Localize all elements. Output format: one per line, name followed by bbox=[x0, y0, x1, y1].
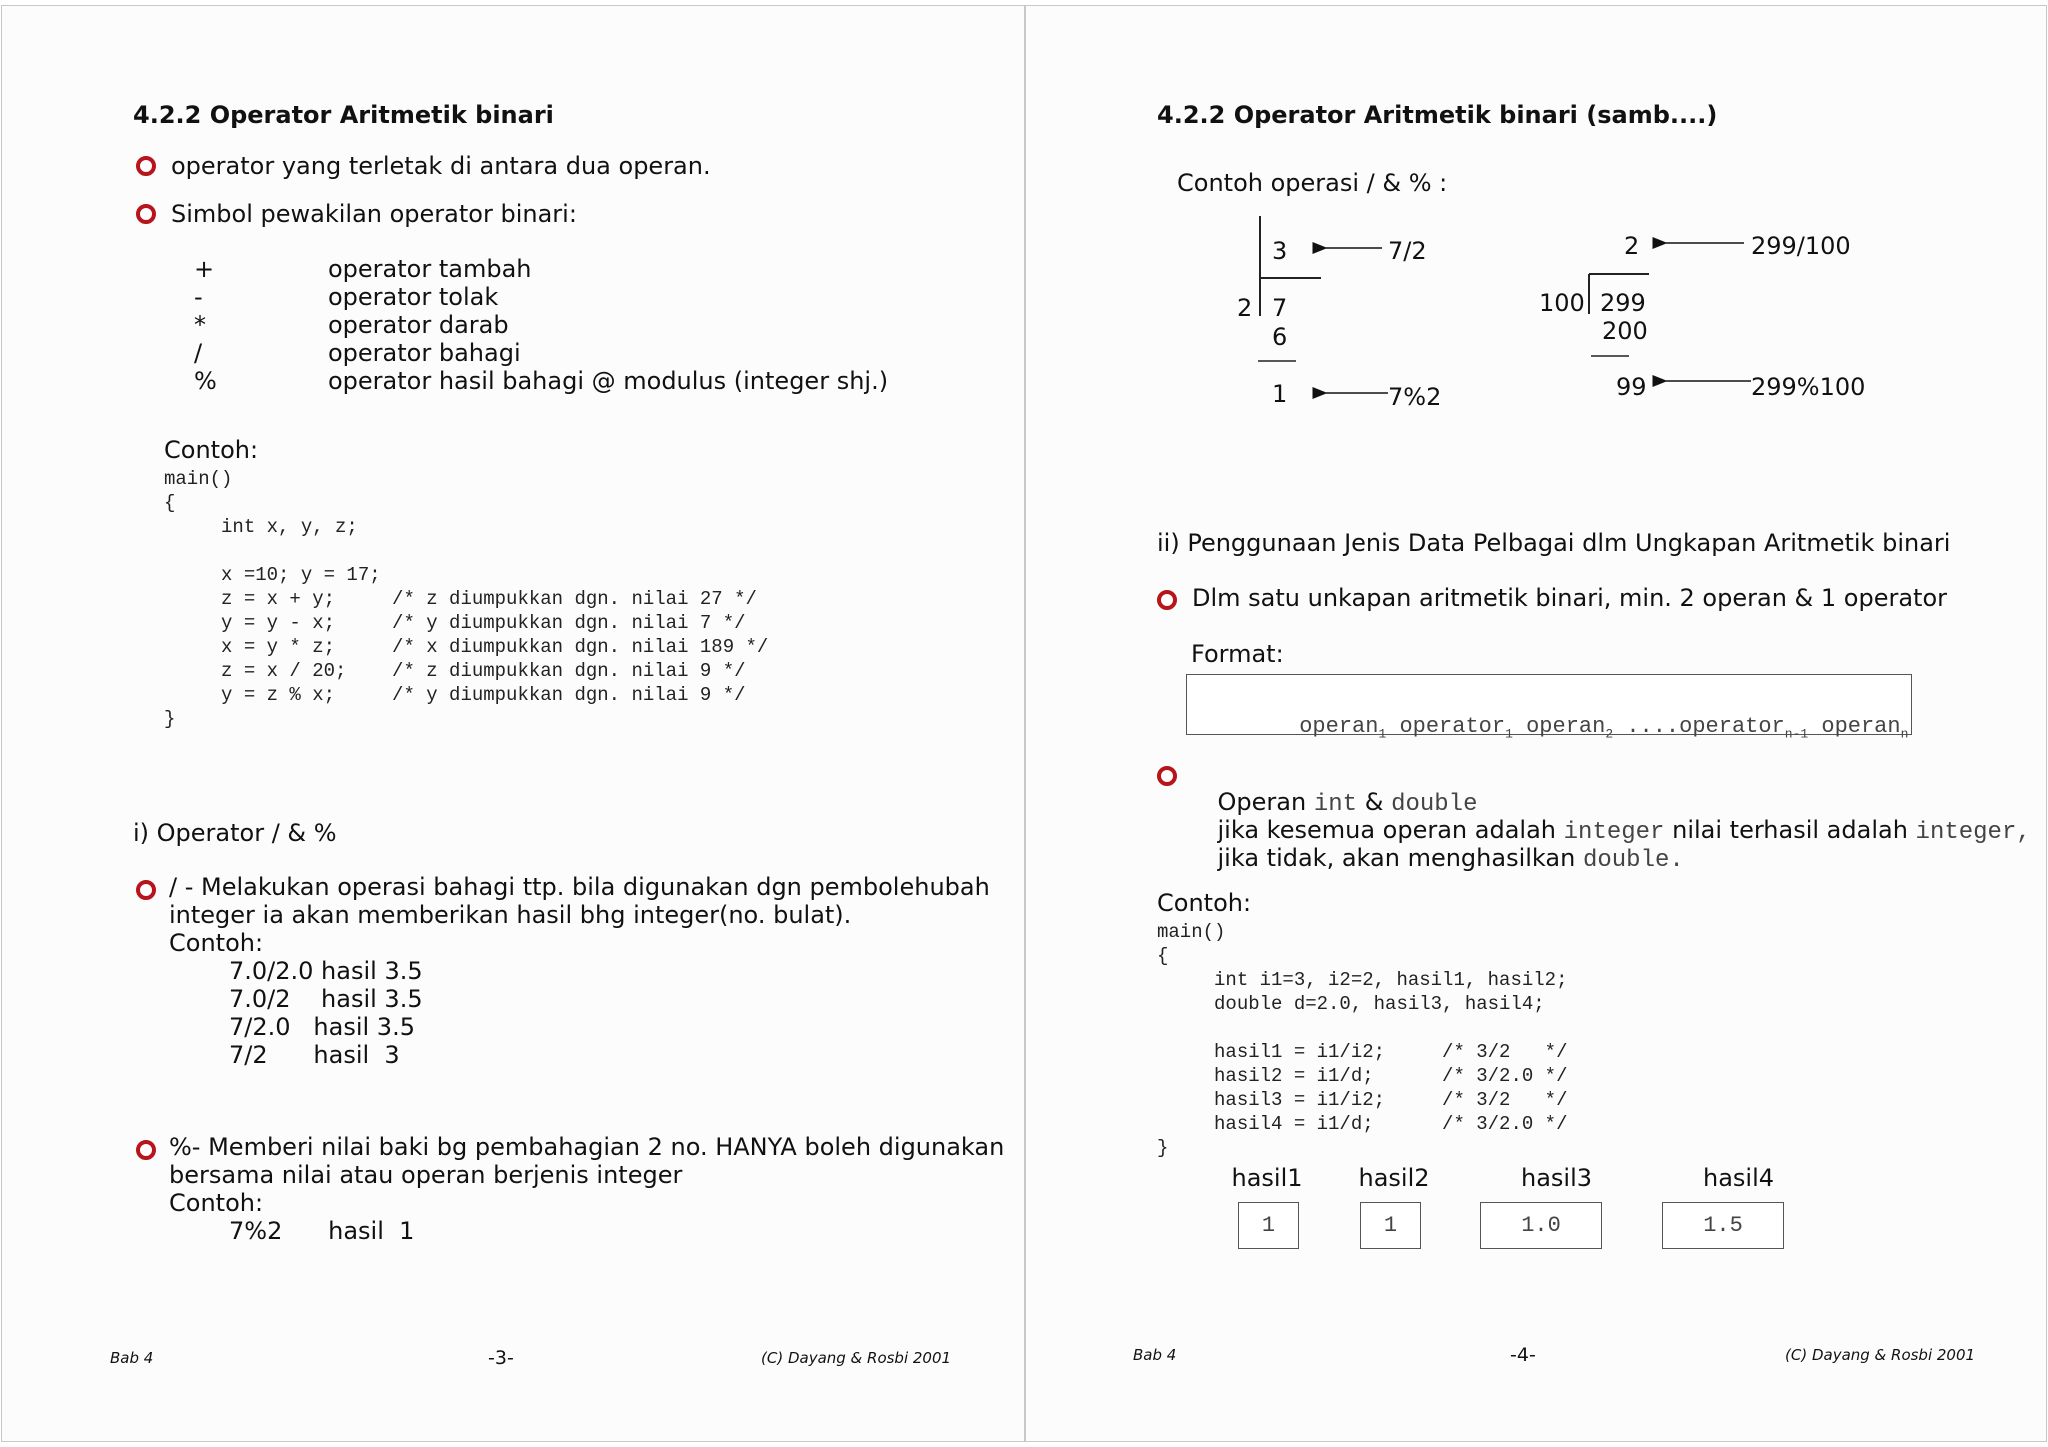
footer-chapter: Bab 4 bbox=[110, 1349, 154, 1367]
code-line: hasil3 = i1/i2; /* 3/2 */ bbox=[1157, 1089, 1568, 1111]
result-label: hasil1 bbox=[1231, 1164, 1303, 1192]
code-line: { bbox=[1157, 945, 1169, 967]
remainder-label: 299%100 bbox=[1751, 373, 1866, 401]
result-value: 1.0 bbox=[1521, 1213, 1561, 1238]
example-line: 7/2.0 hasil 3.5 bbox=[229, 1013, 415, 1041]
contoh-label: Contoh: bbox=[164, 436, 259, 464]
footer-copyright: (C) Dayang & Rosbi 2001 bbox=[761, 1349, 952, 1367]
code-line: hasil1 = i1/i2; /* 3/2 */ bbox=[1157, 1041, 1568, 1063]
code-line: double d=2.0, hasil3, hasil4; bbox=[1157, 993, 1545, 1015]
code-line: } bbox=[164, 708, 176, 730]
code-line: hasil4 = i1/d; /* 3/2.0 */ bbox=[1157, 1113, 1568, 1135]
subtrahend: 6 bbox=[1272, 323, 1288, 351]
quotient-label: 7/2 bbox=[1388, 237, 1427, 265]
result-box bbox=[1238, 1202, 1299, 1249]
format-box bbox=[1186, 674, 1912, 742]
operator-symbol: - bbox=[194, 283, 203, 311]
format-expression: operan$_1$ operator$_1$ operan$_2$ ....operator$_{n-1}$ operan$_n$ bbox=[1299, 714, 1909, 742]
operator-symbol: % bbox=[194, 367, 217, 395]
result-box bbox=[1360, 1202, 1421, 1249]
operan-types-line: Operan int & double bbox=[1217, 788, 1478, 818]
example-line: 7.0/2.0 hasil 3.5 bbox=[229, 957, 423, 985]
quotient: 2 bbox=[1624, 232, 1640, 260]
operator-symbol: / bbox=[194, 339, 203, 367]
code-line: main() bbox=[1157, 921, 1226, 943]
operan-rule-line: jika tidak, akan menghasilkan double. bbox=[1217, 844, 1684, 874]
contoh-label: Contoh: bbox=[169, 929, 264, 957]
contoh-label: Contoh: bbox=[169, 1189, 264, 1217]
footer-page-number: -3- bbox=[488, 1347, 514, 1369]
bullet-text: operator yang terletak di antara dua operan. bbox=[171, 152, 711, 180]
divisor: 100 bbox=[1539, 289, 1585, 317]
operator-desc: operator tambah bbox=[328, 255, 532, 283]
result-box bbox=[1480, 1202, 1602, 1249]
footer-chapter: Bab 4 bbox=[1133, 1346, 1177, 1364]
code-line: hasil2 = i1/d; /* 3/2.0 */ bbox=[1157, 1065, 1568, 1087]
dividend: 299 bbox=[1600, 289, 1646, 317]
subtrahend: 200 bbox=[1602, 317, 1648, 345]
operan-rule-line: jika kesemua operan adalah integer nilai terhasil adalah integer, bbox=[1217, 816, 2031, 846]
divisor: 2 bbox=[1237, 294, 1253, 322]
remainder-label: 7%2 bbox=[1388, 383, 1442, 411]
quotient-label: 299/100 bbox=[1751, 232, 1851, 260]
example-line: 7.0/2 hasil 3.5 bbox=[229, 985, 423, 1013]
section-heading: i) Operator / & % bbox=[133, 819, 337, 847]
result-label: hasil2 bbox=[1358, 1164, 1430, 1192]
left-page bbox=[1, 5, 1025, 1442]
bullet-text: integer ia akan memberikan hasil bhg integer(no. bulat). bbox=[169, 901, 852, 929]
bullet-icon bbox=[136, 880, 156, 900]
bullet-text: Dlm satu unkapan aritmetik binari, min. 2 operan & 1 operator bbox=[1192, 584, 1947, 612]
contoh-label: Contoh: bbox=[1157, 889, 1252, 917]
footer-page-number: -4- bbox=[1510, 1344, 1536, 1366]
long-division-diagrams bbox=[1026, 216, 2048, 436]
remainder: 99 bbox=[1616, 373, 1647, 401]
result-box bbox=[1662, 1202, 1784, 1249]
code-line: y = y - x; /* y diumpukkan dgn. nilai 7 */ bbox=[164, 612, 746, 634]
footer-copyright: (C) Dayang & Rosbi 2001 bbox=[1785, 1346, 1976, 1364]
bullet-text: / - Melakukan operasi bahagi ttp. bila digunakan dgn pembolehubah bbox=[169, 873, 990, 901]
code-line: { bbox=[164, 492, 176, 514]
code-line: z = x + y; /* z diumpukkan dgn. nilai 27 */ bbox=[164, 588, 757, 610]
section-heading: ii) Penggunaan Jenis Data Pelbagai dlm Ungkapan Aritmetik binari bbox=[1157, 529, 1951, 557]
left-section-title: 4.2.2 Operator Aritmetik binari bbox=[133, 101, 554, 129]
code-line: z = x / 20; /* z diumpukkan dgn. nilai 9 */ bbox=[164, 660, 746, 682]
code-line: } bbox=[1157, 1137, 1169, 1159]
bullet-text: bersama nilai atau operan berjenis integer bbox=[169, 1161, 683, 1189]
bullet-icon bbox=[136, 204, 156, 224]
dividend: 7 bbox=[1272, 294, 1288, 322]
code-line: int i1=3, i2=2, hasil1, hasil2; bbox=[1157, 969, 1568, 991]
remainder: 1 bbox=[1272, 380, 1288, 408]
format-label: Format: bbox=[1191, 640, 1284, 668]
code-line: main() bbox=[164, 468, 233, 490]
code-line: x =10; y = 17; bbox=[164, 564, 381, 586]
result-value: 1.5 bbox=[1703, 1213, 1743, 1238]
operator-desc: operator tolak bbox=[328, 283, 499, 311]
operator-desc: operator hasil bahagi @ modulus (integer shj.) bbox=[328, 367, 889, 395]
operator-desc: operator bahagi bbox=[328, 339, 521, 367]
operator-symbol: + bbox=[194, 255, 215, 283]
bullet-icon bbox=[136, 156, 156, 176]
quotient: 3 bbox=[1272, 237, 1288, 265]
example-heading: Contoh operasi / & % : bbox=[1177, 169, 1448, 197]
bullet-icon bbox=[1157, 590, 1177, 610]
right-section-title: 4.2.2 Operator Aritmetik binari (samb....) bbox=[1157, 101, 1718, 129]
code-line: y = z % x; /* y diumpukkan dgn. nilai 9 */ bbox=[164, 684, 746, 706]
bullet-icon bbox=[1157, 766, 1177, 786]
example-line: 7%2 hasil 1 bbox=[229, 1217, 415, 1245]
operator-desc: operator darab bbox=[328, 311, 509, 339]
bullet-text: Simbol pewakilan operator binari: bbox=[171, 200, 577, 228]
code-line: int x, y, z; bbox=[164, 516, 358, 538]
example-line: 7/2 hasil 3 bbox=[229, 1041, 400, 1069]
result-label: hasil3 bbox=[1520, 1164, 1593, 1192]
operator-symbol: * bbox=[194, 311, 206, 339]
result-value: 1 bbox=[1383, 1213, 1398, 1238]
code-line: x = y * z; /* x diumpukkan dgn. nilai 189 */ bbox=[164, 636, 769, 658]
result-value: 1 bbox=[1261, 1213, 1276, 1238]
bullet-icon bbox=[136, 1140, 156, 1160]
result-label: hasil4 bbox=[1702, 1164, 1775, 1192]
right-page bbox=[1025, 5, 2047, 1442]
bullet-text: %- Memberi nilai baki bg pembahagian 2 no. HANYA boleh digunakan bbox=[169, 1133, 1005, 1161]
